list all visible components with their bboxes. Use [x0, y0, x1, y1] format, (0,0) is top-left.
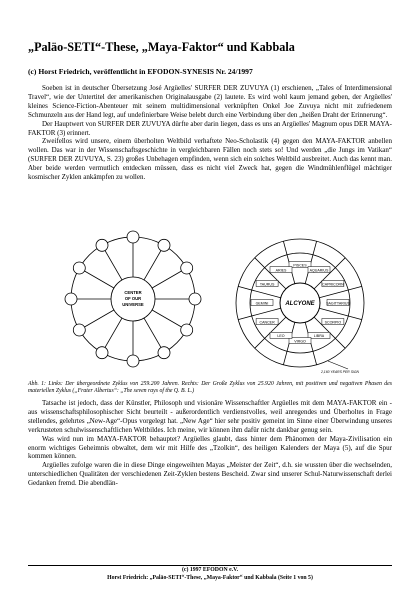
wheel-rim-circle [158, 347, 170, 359]
paragraph: Soeben ist in deutscher Übersetzung José Argüelles' SURFER DER ZUVUYA (1) erschienen, „Tales of Interdimensional Travel“, wie der Untertitel der amerikanischen Originalausgabe (2) lautete. Es wird wohl kaum jemand geben, der Argüelles' kleines Science-Fiction-Abenteuer mit seinem multidimensional verknüpften Onkel Joe Zuvuya nicht mit zufriedenem Schmunzeln aus der Hand legt, auf undefinierbare Weise belebt durch eine Verbindung über den „heißen Draht der Erinnerung“. [28, 84, 392, 119]
figure-cycle-diagrams [28, 227, 392, 377]
zodiac-sign-label: SCORPIO [324, 320, 342, 325]
paragraph: Argüelles zufolge waren die in diese Dinge eingeweihten Mayas „Meister der Zeit“, d.h. sie wussten über die wechselnden, unterschiedlichen Qualitäten der verschiedenen Zeit-Zyklen bestens Bescheid. Zwar sind unserer Schul-Naturwissenschaft derlei Gedanken fremd. Die abendlän- [28, 461, 392, 488]
page-footer [28, 565, 392, 587]
wheel-rim-circle [127, 231, 139, 243]
wheel-rim-circle [73, 324, 85, 336]
wheel-rim-circle [189, 293, 201, 305]
zodiac-sign-label: CANCER [259, 320, 275, 325]
wheel-rim-circle [73, 262, 85, 274]
zodiac-divider [319, 286, 362, 297]
paragraph: Was wird nun im MAYA-FAKTOR behauptet? Argüelles glaubt, dass hinter dem Phänomen der Maya-Zivilisation ein enorm wichtiges Geheimnis obwaltet, dem wir mit Hilfe des „Tzolkin“, des heiligen Kalenders der Maya (5), auf die Spur kommen können. [28, 434, 392, 461]
zodiac-sign-label: TAURUS [259, 282, 275, 287]
zodiac-divider [238, 308, 281, 319]
years-per-sign-annotation: 2,160 YEARS PER SIGN [320, 370, 360, 374]
paragraph: Zweifellos wird unsere, einem überholten Weltbild verhaftete Neo-Scholastik (4) gegen den MAYA-FAKTOR anbellen wollen. Das war in der Wissenschaftsgeschichte in vergleichbaren Fällen noch stets so! Und werden „die Jungs im Vatikan“ (SURFER DER ZUVUYA, S. 23) großes Unbehagen empfinden, wenn sich ein solches Weltbild ausbreitet. Auch das kennt man. Aber beide werden vermutlich entdecken müssen, dass es nicht viel Zweck hat, gegen die Windmühlenflügel mächtiger kosmischer Zyklen ankämpfen zu wollen. [28, 137, 392, 182]
zodiac-sign-label: LEO [277, 334, 285, 339]
zodiac-sign-label: LIBRA [313, 334, 325, 339]
zodiac-divider [319, 308, 362, 319]
paragraph: Der Hauptwert von SURFER DER ZUVUYA dürfte aber darin liegen, dass es uns an Argüelles' Magnum opus DER MAYA-FAKTOR (3) erinnert. [28, 119, 392, 137]
wheel-rim-circle [65, 293, 77, 305]
wheel-rim-circle [158, 239, 170, 251]
zodiac-sign-label: AQUARIUS [309, 268, 329, 273]
wheel-rim-circle [96, 239, 108, 251]
zodiac-sign-label: PISCES [293, 263, 307, 268]
annotation-arrow [328, 361, 348, 369]
center-label-line: CENTER [124, 290, 142, 295]
wheel-rim-circle [96, 347, 108, 359]
zodiac-sign-label: VIRGO [294, 339, 306, 344]
zodiac-sign-label: GEMINI [255, 301, 269, 306]
center-label-line: OF OUR [124, 296, 142, 301]
figure-caption: Abb. 1: Links: Der übergeordnete Zyklus von 259.200 Jahren. Rechts: Der Große Zyklus von 25.920 Jahren, mit positiven und negativen Phasen des materiellen Zyklus („Frater Albertus“: „The seven rays of the Q. B. L.) [28, 381, 392, 394]
zodiac-divider [238, 286, 281, 297]
left-center-label [122, 290, 144, 307]
zodiac-sign-label: CAPRICORN [322, 282, 344, 287]
zodiac-sign-label: SAGITTARIUS [326, 301, 350, 306]
cycle-diagrams-svg [28, 227, 392, 377]
article-title: „Paläo-SETI“-These, „Maya-Faktor“ und Kabbala [28, 40, 295, 54]
footer-page-line: Horst Friedrich: „Paläo-SETI“-These, „Maya-Faktor“ und Kabbala (Seite 1 von 5) [107, 574, 313, 581]
intro-section [28, 84, 392, 182]
paragraph: Tatsache ist jedoch, dass der Künstler, Philosoph und visionäre Wissenschaftler Argüelles mit dem MAYA-FAKTOR ein - aus wissenschaftsphilosophischer Sicht beurteilt - außerordentlich verdienstvolles, weil anregendes und Überholtes in Frage stellendes, gelehrtes „New-Age“-Opus vorgelegt hat. „New Age“ hier sehr positiv gemeint im Sinne einer Überwindung unseres verkrusteten schulwissenschaftlichen Weltbildes. Ich meine, wir können ihm dafür nicht dankbar genug sein. [28, 399, 392, 434]
wheel-rim-circle [181, 324, 193, 336]
footer-copyright: (c) 1997 EFODON e.V. [181, 567, 239, 573]
article-byline: (c) Horst Friedrich, veröffentlicht in EFODON-SYNESIS Nr. 24/1997 [28, 67, 253, 76]
alcyone-label: ALCYONE [285, 301, 315, 307]
wheel-rim-circle [181, 262, 193, 274]
zodiac-sign-label: ARIES [275, 268, 287, 273]
wheel-rim-circle [127, 355, 139, 367]
body-section [28, 399, 392, 488]
center-label-line: UNIVERSE [122, 302, 144, 307]
